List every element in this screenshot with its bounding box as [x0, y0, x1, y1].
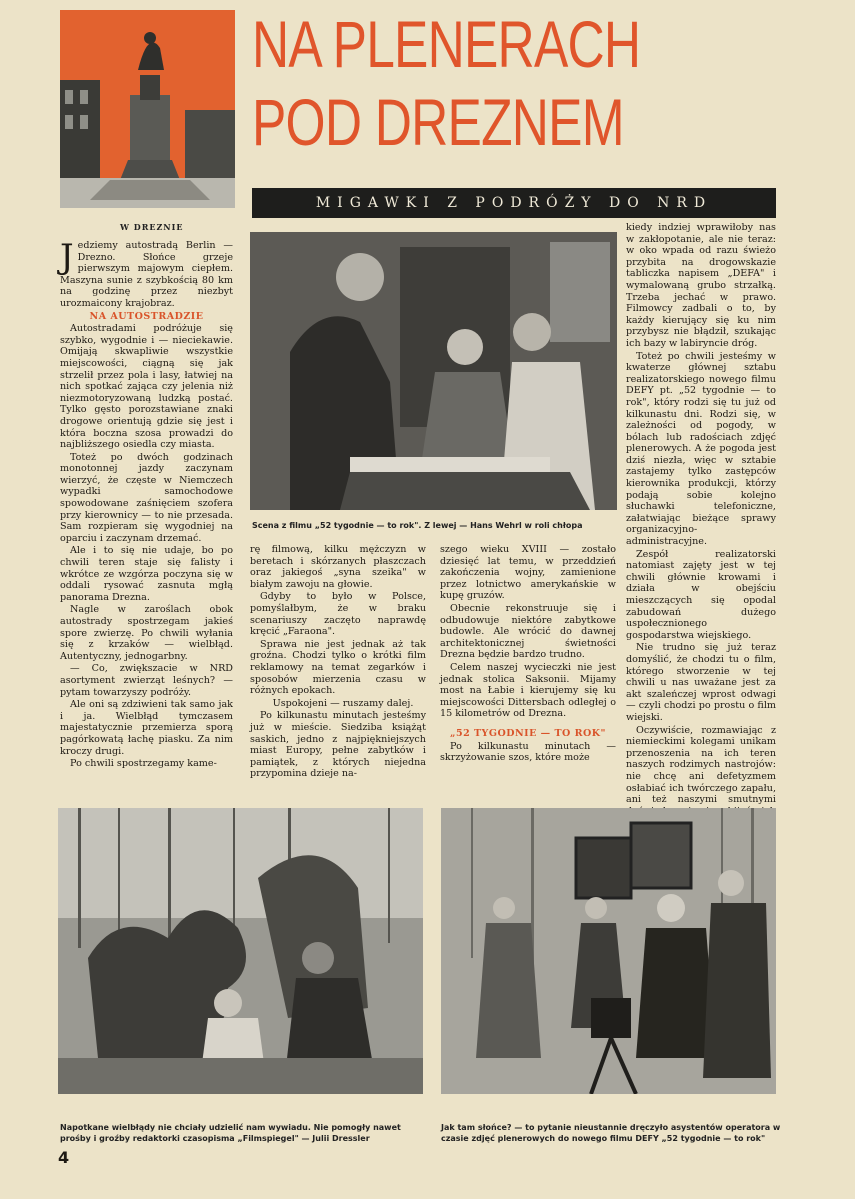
film-scene-photo [250, 232, 617, 510]
film-crew-photo [441, 808, 776, 1094]
camels-illustration [58, 808, 423, 1094]
paragraph: Sprawa nie jest jednak aż tak groźna. Chodzi tylko o krótki film reklamowy na temat zegarków i sposobów mierzenia czasu w różnych epokach. [250, 638, 426, 697]
paragraph: Obecnie rekonstruuje się i odbudowuje niektóre zabytkowe budowle. Ale wrócić do dawnej architektonicznej świetności Drezna będzie bardzo trudno. [440, 602, 616, 661]
camels-caption: Napotkane wielbłądy nie chciały udzielić nam wywiadu. Nie pomogły nawet prośby i groźby redaktorki czasopisma „Filmspiegel" — Julii Dressler [60, 1123, 401, 1143]
subhead-autostrada: NA AUTOSTRADZIE [89, 310, 204, 322]
paragraph: — Co, zwiększacie w NRD asortyment zwierząt leśnych? — pytam towarzyszy podróży. [60, 663, 233, 698]
film-crew-illustration [441, 808, 776, 1094]
film-scene-illustration [250, 232, 617, 510]
paragraph: Po kilkunastu minutach — skrzyżowanie szos, które może [440, 740, 616, 764]
monument-caption: W DREZNIE [120, 222, 184, 232]
article-column-4 [626, 222, 776, 804]
paragraph: Po chwili spostrzegamy kame- [70, 758, 217, 770]
paragraph: Toteż po dwóch godzinach monotonnej jazdy zaczynam wierzyć, że częste w Niemczech wypadki samochodowe spowodowane zaśnięciem szofera przy kierownicy — to nie przesada. Sam rozpieram się wygodniej na oparciu i zaczynam drzemać. [60, 451, 233, 544]
film-scene-caption: Scena z filmu „52 tygodnie — to rok". Z lewej — Hans Wehrl w roli chłopa [252, 521, 583, 530]
drop-cap: J [60, 237, 74, 277]
paragraph: rę filmową, kilku mężczyzn w beretach i skórzanych płaszczach oraz jakiegoś „syna szeika" w białym zawoju na głowie. [250, 544, 426, 590]
paragraph: szego wieku XVIII — zostało dziesięć lat temu, w przeddzień zakończenia wojny, zamienione przez lotnictwo amerykańskie w kupę gruzów. [440, 544, 616, 602]
page-number: 4 [58, 1148, 70, 1167]
subhead-52-tygodnie: „52 TYGODNIE — TO ROK" [450, 727, 606, 739]
intro-paragraph: Jedziemy autostradą Berlin — Drezno. Słońce grzeje pierwszym majowym ciepłem. Maszyna sunie z szybkością 80 km na godzinę przez niezbyt urozmaicony krajobraz. [60, 237, 233, 309]
article-column-3 [440, 544, 616, 804]
paragraph: Ale oni są zdziwieni tak samo jak i ja. Wielbłąd tymczasem majestatycznie przemierza sporą pagórkowatą łachę piasku. Za nim kroczy drugi. [60, 699, 233, 757]
paragraph: Ale i to się nie udaje, bo po chwili teren staje się falisty i wkrótce ze wzgórza poczyna się w oddali rysować zasnuta mgłą panorama Drezna. [60, 545, 233, 603]
camels-photo [58, 808, 423, 1094]
paragraph: Nagle w zaroślach obok autostrady spostrzegam jakieś spore zwierzę. Po chwili wyłania się z krzaków — wielbłąd. Autentyczny, jednogarbny. [60, 604, 233, 662]
article-column-1 [60, 237, 233, 800]
monument-illustration [60, 10, 235, 208]
paragraph: Toteż po chwili jesteśmy w kwaterze głównej sztabu realizatorskiego nowego filmu DEFY pt. „52 tygodnie — to rok", który rodzi się tu już od kilkunastu dni. Rodzi się, w zależności od pogody, w bólach lub radościach zdjęć plenerowych. A że pogoda jest dziś niezła, więc w sztabie zastajemy tylko zastępców kierownika produkcji, którzy podają sobie kolejno słuchawki telefoniczne, załatwiając bieżące sprawy organizacyjno-administracyjne. [626, 350, 776, 548]
paragraph: Gdyby to było w Polsce, pomyślałbym, że w braku scenariuszy zaczęto naprawdę kręcić „Faraona". [250, 591, 426, 638]
paragraph: kiedy indziej wprawiłoby nas w zakłopotanie, ale nie teraz: w oko wpada od razu świeżo przybita na drogowskazie tabliczka napisem „DEFA" i wymalowaną grubo strzałką. Trzeba jechać w prawo. Filmowcy zadbali o to, by każdy kierujący się ku nim przybysz nie błądził, szukając ich bazy w labiryncie dróg. [626, 222, 776, 349]
paragraph: Celem naszej wycieczki nie jest jednak stolica Saksonii. Mijamy most na Łabie i kierujemy się ku miejscowości Dittersbach odległej o 15 kilometrów od Drezna. [440, 661, 616, 720]
paragraph: Po kilkunastu minutach jesteśmy już w mieście. Siedziba książąt saskich, jedno z najpiękniejszych miast Europy, pełne zabytków i pamiątek, z których niejedna przypomina dzieje na- [250, 710, 426, 780]
paragraph: Oczywiście, rozmawiając z niemieckimi kolegami unikam przenoszenia na ich teren naszych rodzimych nastrojów: nie chcę ani defetyzmem osłabiać ich twórczego zapału, ani też naszymi smutnymi [626, 724, 776, 806]
headline-line-1: NA PLENERACH [252, 7, 641, 81]
subtitle-bar [252, 188, 776, 218]
article-column-2 [250, 544, 426, 804]
film-crew-caption: Jak tam słońce? — to pytanie nieustannie dręczyło asystentów operatora w czasie zdjęć plenerowych do nowego filmu DEFY „52 tygodnie — to rok" [441, 1123, 781, 1143]
monument-photo [60, 10, 235, 208]
subtitle-text: MIGAWKI Z PODRÓŻY DO NRD [315, 195, 713, 211]
headline-line-2: POD DREZNEM [252, 85, 624, 159]
paragraph: Uspokojeni — ruszamy dalej. [272, 697, 414, 709]
paragraph: Autostradami podróżuje się szybko, wygodnie i — nieciekawie. Omijają skwapliwie wszystkie miejscowości, ciągną się jak strzelił przez pola i lasy, łatwiej na nich spotkać zająca czy jelenia niż niezmotoryzowaną ludzką postać. Tylko gęsto porozstawiane znaki drogowe orientują gdzie się jest i która boczna szosa prowadzi do najbliższego osiedla czy miasta. [60, 323, 233, 451]
paragraph: Zespół realizatorski natomiast zajęty jest w tej chwili głównie krowami i działa w obejściu mieszczących się opodal zabudowań dużego uspołecznionego gospodarstwa wiejskiego. [626, 548, 776, 641]
paragraph: Nie trudno się już teraz domyślić, że chodzi tu o film, którego stworzenie w tej chwili u nas uważane jest za akt szaleńczej wprost odwagi — czyli chodzi po prostu o film wiejski. [626, 642, 776, 723]
